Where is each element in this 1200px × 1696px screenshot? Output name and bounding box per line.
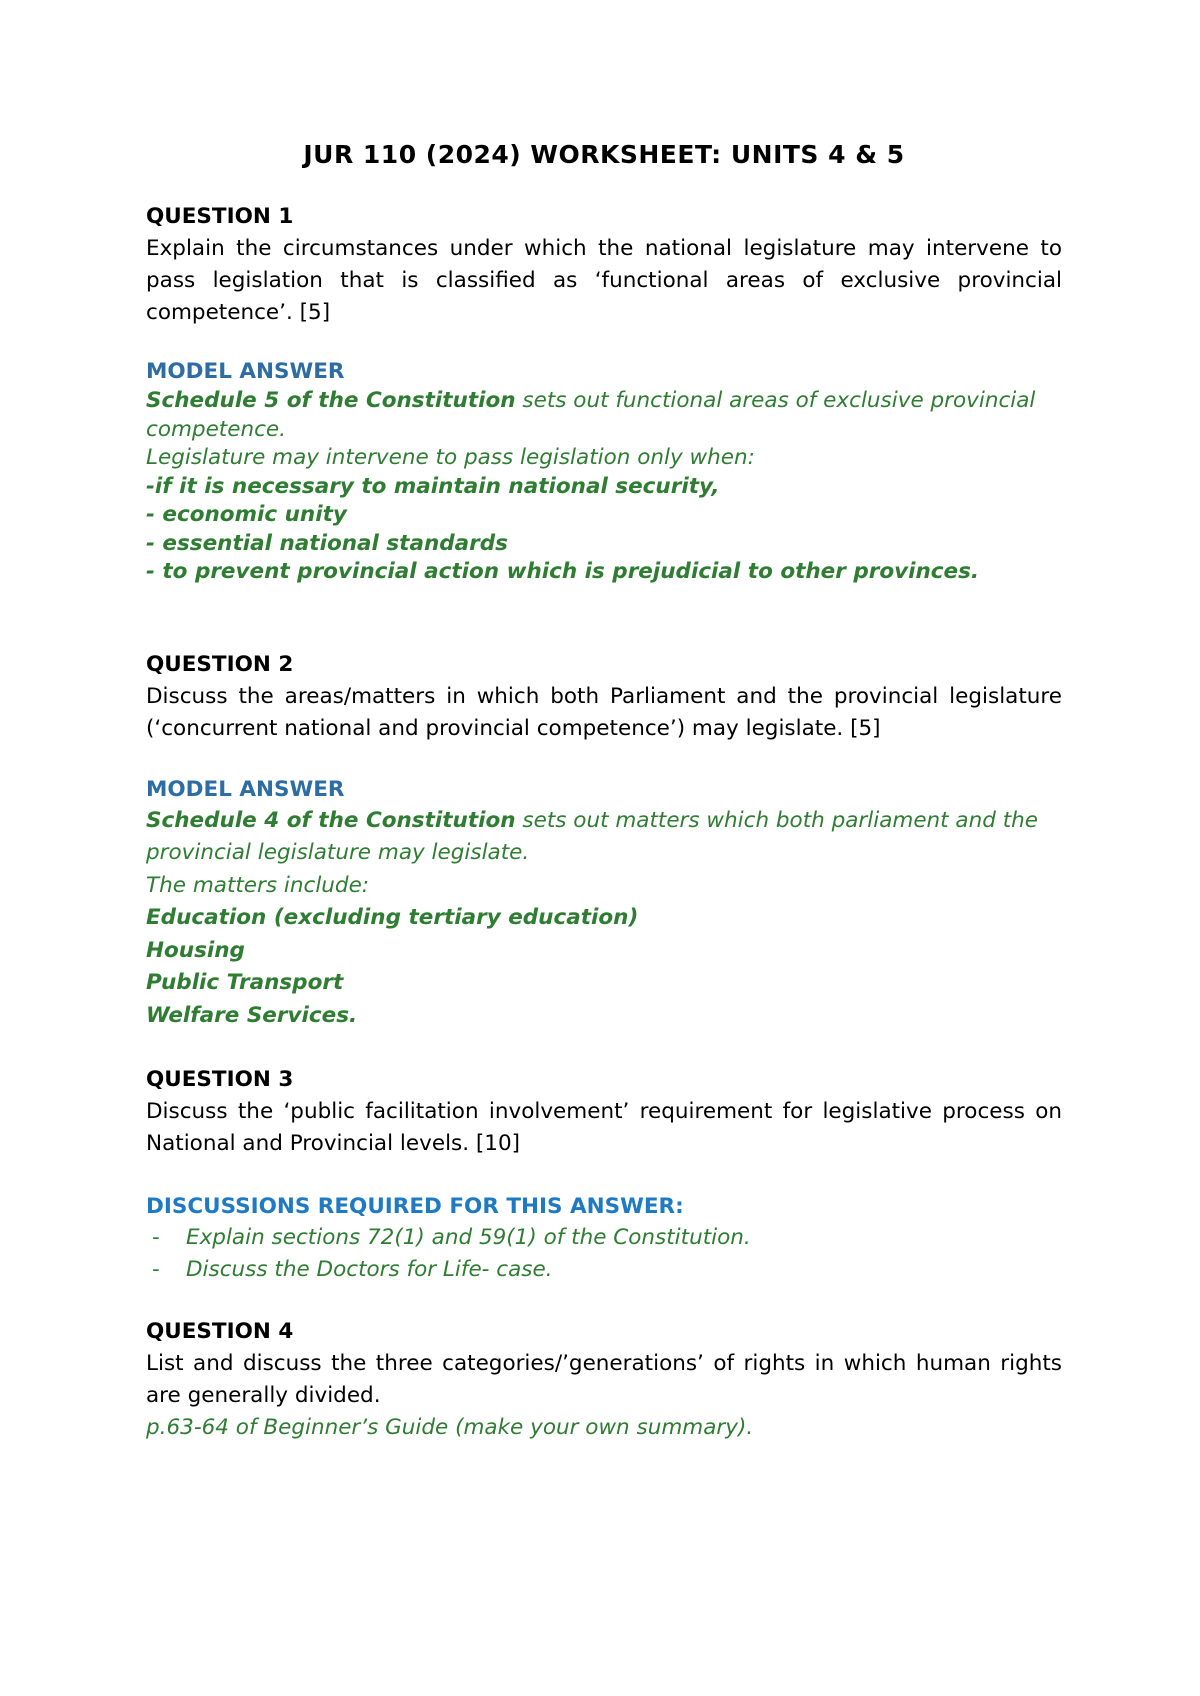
question-1-heading: QUESTION 1 bbox=[146, 204, 294, 229]
question-1-answer-point: -if it is necessary to maintain national security, bbox=[146, 473, 720, 499]
question-1-answer-point: - economic unity bbox=[146, 502, 347, 527]
question-1-answer-line-1-rest: sets out functional areas of exclusive provincial competence. bbox=[146, 388, 1036, 442]
question-2-heading: QUESTION 2 bbox=[146, 651, 294, 677]
bullet-dash: - bbox=[152, 1225, 160, 1250]
question-2-answer-point: Public Transport bbox=[146, 970, 344, 995]
question-1-answer-line-1 bbox=[146, 387, 1062, 444]
question-2-answer-line-1 bbox=[146, 805, 1062, 870]
question-1-text: Explain the circumstances under which the national legislature may intervene to pass legislation that is classified as ‘functional areas of exclusive provincial competence’. [5] bbox=[146, 236, 1062, 325]
list-item: - Discuss the Doctors for Life- case. bbox=[146, 1254, 1062, 1286]
document-title: JUR 110 (2024) WORKSHEET: UNITS 4 & 5 bbox=[303, 140, 905, 169]
question-3-section bbox=[146, 1064, 1062, 1160]
question-4-heading: QUESTION 4 bbox=[146, 1319, 294, 1344]
question-1-answer-point: - essential national standards bbox=[146, 530, 508, 556]
question-1-answer bbox=[146, 357, 1062, 587]
list-item: - Explain sections 72(1) and 59(1) of the Constitution. bbox=[146, 1222, 1062, 1254]
question-3-answer bbox=[146, 1192, 1062, 1286]
question-4-reference: p.63-64 of Beginner’s Guide (make your own summary). bbox=[146, 1415, 754, 1440]
question-3-answer-list bbox=[146, 1222, 1062, 1286]
question-1-answer-line-2: Legislature may intervene to pass legislation only when: bbox=[146, 445, 755, 470]
question-2-answer-schedule: Schedule 4 of the Constitution bbox=[146, 807, 516, 833]
question-2-answer-heading: MODEL ANSWER bbox=[146, 776, 345, 802]
question-2-answer-point: Housing bbox=[146, 937, 245, 963]
question-2-answer-line-1-rest: sets out matters which both parliament and the provincial legislature may legislate. bbox=[146, 807, 1039, 865]
question-1-section bbox=[146, 201, 1062, 329]
question-2-text: Discuss the areas/matters in which both Parliament and the provincial legislature (‘concurrent national and provincial competence’) may legislate. [5] bbox=[146, 683, 1062, 741]
question-4-section bbox=[146, 1316, 1062, 1444]
question-2-section bbox=[146, 649, 1062, 745]
question-3-text: Discuss the ‘public facilitation involvement’ requirement for legislative process on National and Provincial levels. [10] bbox=[146, 1099, 1062, 1156]
question-3-answer-heading: DISCUSSIONS REQUIRED FOR THIS ANSWER: bbox=[146, 1194, 684, 1219]
question-2-answer-point: Welfare Services. bbox=[146, 1002, 358, 1028]
question-4-text: List and discuss the three categories/’generations’ of rights in which human rights are generally divided. bbox=[146, 1351, 1062, 1408]
question-2-answer bbox=[146, 775, 1062, 1033]
question-1-answer-heading: MODEL ANSWER bbox=[146, 359, 345, 384]
question-2-answer-line-2: The matters include: bbox=[146, 872, 370, 898]
question-1-answer-schedule: Schedule 5 of the Constitution bbox=[146, 388, 516, 413]
question-1-answer-point: - to prevent provincial action which is prejudicial to other provinces. bbox=[146, 559, 980, 584]
worksheet-page bbox=[146, 140, 1062, 1444]
question-2-answer-point: Education (excluding tertiary education) bbox=[146, 905, 639, 930]
bullet-dash: - bbox=[152, 1257, 160, 1282]
question-3-heading: QUESTION 3 bbox=[146, 1067, 294, 1092]
